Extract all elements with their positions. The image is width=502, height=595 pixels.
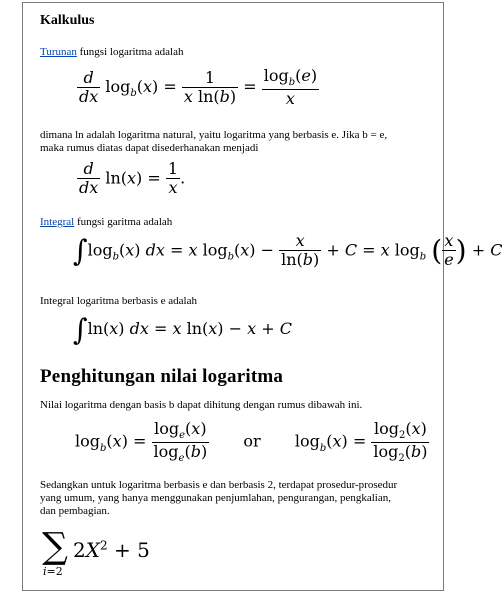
derivative-intro [40, 46, 184, 59]
integral-link[interactable]: Integral [40, 216, 75, 228]
section-title-kalkulus: Kalkulus [40, 13, 95, 28]
derivative-intro-text: fungsi logaritma adalah [76, 46, 184, 58]
formula-summation: ∑ i=2 $2X^2 + 5$ [42, 526, 150, 578]
document-page [22, 2, 502, 591]
penghitungan-intro: Nilai logaritma dengan basis b dapat dihitung dengan rumus dibawah ini. [40, 399, 363, 411]
integral-ln-intro: Integral logaritma berbasis e adalah [40, 295, 197, 307]
penghitungan-para-line-1: Sedangkan untuk logaritma berbasis e dan berbasis 2, terdapat prosedur-prosedur [40, 479, 398, 491]
formula-integral-ln: ∫ln(x) dx = x ln(x) − x + C [73, 312, 292, 347]
integral-intro-text: fungsi garitma adalah [74, 216, 173, 228]
formula-change-of-base: $\log_b(x)$ = $\frac{\log_e(x)}{\log_e(b)}$ or $\log_b(x)$ = $\frac{\log_2(x)}{\log_2(b)}$ [75, 419, 428, 464]
ln-paragraph-line-2: maka rumus diatas dapat disederhanakan menjadi [40, 142, 259, 154]
turunan-link[interactable]: Turunan [40, 46, 77, 58]
penghitungan-para-line-2: yang umum, yang hanya menggunakan penjumlahan, pengurangan, pengkalian, [40, 492, 391, 504]
formula-integral-logb: $\int\log_b(x)$ dx = x $\log_b(x)$ − $\frac{x}{\ln(b)}$ + C = x $\log_b$ ( $\frac{x}{e}$ ) + C [73, 231, 502, 270]
section-title-penghitungan: Penghitungan nilai logaritma [40, 366, 284, 387]
integral-intro [40, 216, 172, 229]
penghitungan-para-line-3: dan pembagian. [40, 505, 110, 517]
formula-derivative-ln: $\frac{d}{dx}$ ln(x) = $\frac{1}{x}$ . [79, 159, 186, 198]
formula-derivative-logb: $\frac{d}{dx}$ $\log_b(x)$ = $\frac{1}{\text{x ln(b)}}$ = $\frac{\log_b(e)}{x}$ [79, 66, 318, 108]
or-word: or [243, 431, 261, 451]
ln-paragraph-line-1: dimana ln adalah logaritma natural, yaitu logaritma yang berbasis e. Jika b = e, [40, 129, 388, 141]
